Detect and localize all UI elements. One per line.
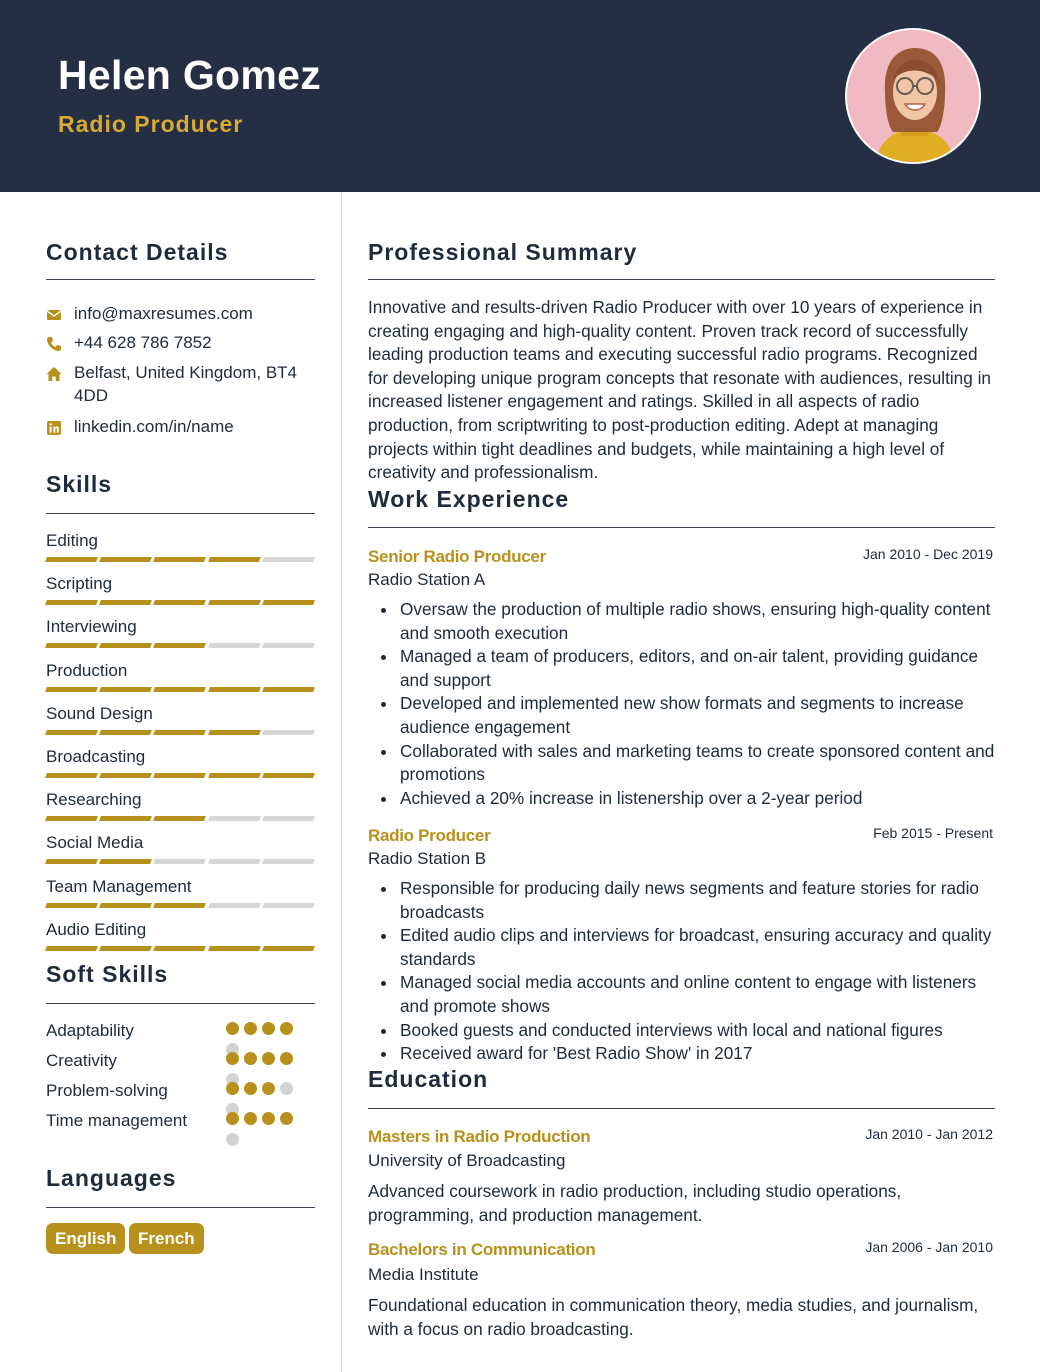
contact-address-text: Belfast, United Kingdom, BT4 4DD — [74, 363, 298, 405]
soft-skill-row — [46, 1020, 316, 1042]
school-name: Media Institute — [368, 1265, 479, 1284]
skill-level-segment-filled — [208, 730, 261, 735]
skill-level-segment-filled — [262, 600, 315, 605]
skill-level-segment-filled — [153, 687, 206, 692]
skill-level-segment-empty — [262, 859, 315, 864]
rating-dot-filled — [262, 1022, 275, 1035]
skill-row — [46, 746, 314, 768]
soft-skill-name: Problem-solving — [46, 1081, 168, 1100]
skill-level-bar — [46, 773, 314, 778]
job-bullet: Collaborated with sales and marketing teams to create sponsored content and promotions — [368, 740, 998, 787]
education-rule — [368, 1108, 995, 1109]
skill-level-segment-filled — [208, 557, 261, 562]
skill-level-segment-filled — [208, 687, 261, 692]
skill-level-segment-filled — [45, 773, 98, 778]
skill-row — [46, 660, 314, 682]
skills-heading: Skills — [46, 471, 113, 497]
skill-level-segment-filled — [99, 557, 152, 562]
skill-level-segment-filled — [153, 557, 206, 562]
summary-heading: Professional Summary — [368, 239, 638, 265]
rating-dot-filled — [244, 1052, 257, 1065]
skill-level-segment-filled — [99, 600, 152, 605]
skill-level-segment-filled — [99, 773, 152, 778]
skill-level-segment-filled — [262, 946, 315, 951]
soft-skill-row — [46, 1050, 316, 1072]
skill-row — [46, 876, 314, 898]
contact-phone-text: +44 628 786 7852 — [74, 333, 212, 352]
degree-title: Bachelors in Communication — [368, 1240, 596, 1259]
soft-skills-heading: Soft Skills — [46, 961, 169, 987]
skill-level-bar — [46, 730, 314, 735]
rating-dot-filled — [244, 1082, 257, 1095]
degree-description: Foundational education in communication theory, media studies, and journalism, with a focus on radio broadcasting. — [368, 1295, 979, 1339]
skill-level-segment-filled — [262, 687, 315, 692]
education-heading: Education — [368, 1066, 489, 1092]
skill-level-segment-filled — [45, 946, 98, 951]
skill-level-segment-filled — [99, 687, 152, 692]
skill-level-segment-filled — [153, 643, 206, 648]
skill-row — [46, 703, 314, 725]
skill-level-segment-filled — [45, 557, 98, 562]
skill-level-segment-empty — [262, 816, 315, 821]
rating-dot-filled — [226, 1112, 239, 1125]
column-divider — [341, 192, 342, 1372]
skill-level-segment-filled — [153, 773, 206, 778]
skill-name: Editing — [46, 531, 98, 550]
skill-row — [46, 530, 314, 552]
skill-name: Production — [46, 661, 128, 680]
job-title: Radio Producer — [368, 826, 491, 845]
candidate-name: Helen Gomez — [58, 52, 322, 98]
skill-level-segment-filled — [45, 859, 98, 864]
skill-row — [46, 573, 314, 595]
rating-dot-empty — [280, 1082, 293, 1095]
skill-level-segment-filled — [153, 903, 206, 908]
skill-level-segment-empty — [208, 816, 261, 821]
rating-dot-filled — [226, 1082, 239, 1095]
skill-row — [46, 919, 314, 941]
job-bullet: Oversaw the production of multiple radio shows, ensuring high-quality content and smooth execution — [368, 598, 998, 645]
skill-name: Broadcasting — [46, 747, 146, 766]
soft-skill-row — [46, 1110, 316, 1132]
skill-level-segment-filled — [45, 600, 98, 605]
skill-level-segment-empty — [153, 859, 206, 864]
phone-icon — [46, 335, 62, 351]
skill-level-segment-filled — [45, 816, 98, 821]
skill-level-segment-empty — [262, 557, 315, 562]
envelope-icon — [46, 306, 62, 322]
job-organization: Radio Station A — [368, 570, 486, 589]
skill-name: Sound Design — [46, 704, 153, 723]
skill-level-bar — [46, 946, 314, 951]
skill-level-segment-filled — [99, 946, 152, 951]
profile-photo-illustration — [847, 30, 981, 164]
languages-rule — [46, 1207, 315, 1208]
skill-level-bar — [46, 557, 314, 562]
skill-name: Team Management — [46, 877, 192, 896]
skill-level-segment-filled — [45, 903, 98, 908]
contact-email-text: info@maxresumes.com — [74, 304, 253, 323]
experience-heading: Work Experience — [368, 486, 570, 512]
contact-phone[interactable] — [46, 331, 316, 354]
language-badge: French — [129, 1223, 204, 1254]
skill-level-bar — [46, 816, 314, 821]
rating-dot-filled — [262, 1112, 275, 1125]
soft-skill-name: Adaptability — [46, 1021, 134, 1040]
skill-level-segment-filled — [99, 643, 152, 648]
job-bullet: Responsible for producing daily news segments and feature stories for radio broadcasts — [368, 877, 998, 924]
skill-level-segment-filled — [208, 600, 261, 605]
skill-name: Interviewing — [46, 617, 137, 636]
skill-level-bar — [46, 903, 314, 908]
job-bullet: Developed and implemented new show formats and segments to increase audience engagement — [368, 692, 998, 739]
school-name: University of Broadcasting — [368, 1151, 566, 1170]
skill-row — [46, 832, 314, 854]
skill-level-segment-empty — [208, 643, 261, 648]
skill-row — [46, 616, 314, 638]
degree-title: Masters in Radio Production — [368, 1127, 591, 1146]
skill-level-segment-filled — [99, 816, 152, 821]
skill-level-segment-empty — [262, 730, 315, 735]
soft-skill-row — [46, 1080, 316, 1102]
skill-level-segment-empty — [208, 859, 261, 864]
skill-row — [46, 789, 314, 811]
soft-skill-name: Creativity — [46, 1051, 117, 1070]
skill-name: Audio Editing — [46, 920, 147, 939]
language-badge: English — [46, 1223, 125, 1254]
job-dates: Jan 2010 - Dec 2019 — [863, 546, 993, 562]
skill-level-bar — [46, 643, 314, 648]
rating-dot-filled — [244, 1112, 257, 1125]
job-bullet-list — [368, 598, 998, 810]
rating-dot-empty — [226, 1133, 239, 1146]
job-title: Senior Radio Producer — [368, 547, 546, 566]
skill-level-segment-filled — [99, 730, 152, 735]
soft-skill-name: Time management — [46, 1111, 188, 1130]
rating-dot-filled — [244, 1022, 257, 1035]
job-bullet: Achieved a 20% increase in listenership over a 2-year period — [368, 787, 998, 811]
skill-level-segment-filled — [45, 643, 98, 648]
skill-level-segment-filled — [45, 730, 98, 735]
resume-header — [0, 0, 1040, 192]
skill-name: Scripting — [46, 574, 113, 593]
degree-dates: Jan 2010 - Jan 2012 — [865, 1126, 993, 1142]
profile-photo — [845, 28, 981, 164]
rating-dot-filled — [280, 1112, 293, 1125]
rating-dot-filled — [280, 1052, 293, 1065]
job-bullet: Managed a team of producers, editors, and on-air talent, providing guidance and support — [368, 645, 998, 692]
soft-skills-rule — [46, 1003, 315, 1004]
job-organization: Radio Station B — [368, 849, 487, 868]
skill-level-segment-filled — [99, 903, 152, 908]
rating-dot-filled — [262, 1082, 275, 1095]
skill-level-bar — [46, 687, 314, 692]
contact-email[interactable] — [46, 302, 316, 325]
candidate-title: Radio Producer — [58, 111, 244, 137]
skill-level-bar — [46, 859, 314, 864]
degree-description: Advanced coursework in radio production, including studio operations, programming, and production management. — [368, 1181, 902, 1225]
skills-rule — [46, 513, 315, 514]
rating-dot-filled — [226, 1022, 239, 1035]
contact-rule — [46, 279, 315, 280]
skill-level-segment-filled — [99, 859, 152, 864]
skill-level-segment-filled — [208, 946, 261, 951]
home-icon — [46, 365, 62, 381]
skill-level-segment-filled — [208, 773, 261, 778]
summary-rule — [368, 279, 995, 280]
skill-level-segment-filled — [153, 730, 206, 735]
skill-level-segment-filled — [153, 816, 206, 821]
skill-level-segment-empty — [262, 903, 315, 908]
summary-text: Innovative and results-driven Radio Producer with over 10 years of experience in creating engaging and high-quality content. Proven track record of successfully leading production teams and executing successful radio programs. Recognized for developing unique program concepts that resonate with audiences, resulting in increased listener engagement and ratings. Skilled in all aspects of radio production, from scriptwriting to post-production editing. Adept at managing projects within tight deadlines and budgets, while maintaining a high level of creativity and professionalism. — [368, 297, 991, 483]
languages-heading: Languages — [46, 1165, 177, 1191]
skill-level-segment-filled — [153, 600, 206, 605]
contact-linkedin[interactable] — [46, 415, 316, 438]
contact-heading: Contact Details — [46, 239, 229, 265]
job-dates: Feb 2015 - Present — [873, 825, 993, 841]
skill-level-segment-empty — [262, 643, 315, 648]
contact-address — [46, 361, 316, 407]
experience-rule — [368, 527, 995, 528]
degree-dates: Jan 2006 - Jan 2010 — [865, 1239, 993, 1255]
rating-dot-filled — [226, 1052, 239, 1065]
job-bullet: Edited audio clips and interviews for broadcast, ensuring accuracy and quality standards — [368, 924, 998, 971]
linkedin-icon — [46, 419, 62, 435]
skill-level-segment-filled — [153, 946, 206, 951]
skill-level-segment-filled — [262, 773, 315, 778]
job-bullet: Booked guests and conducted interviews with local and national figures — [368, 1019, 998, 1043]
skill-name: Social Media — [46, 833, 144, 852]
skill-level-segment-filled — [45, 687, 98, 692]
contact-linkedin-text: linkedin.com/in/name — [74, 417, 234, 436]
job-bullet: Managed social media accounts and online content to engage with listeners and promote shows — [368, 971, 998, 1018]
skill-level-segment-empty — [208, 903, 261, 908]
rating-dot-filled — [280, 1022, 293, 1035]
job-bullet-list — [368, 877, 998, 1066]
job-bullet: Received award for 'Best Radio Show' in 2017 — [368, 1042, 998, 1066]
skill-name: Researching — [46, 790, 142, 809]
rating-dot-filled — [262, 1052, 275, 1065]
skill-level-bar — [46, 600, 314, 605]
